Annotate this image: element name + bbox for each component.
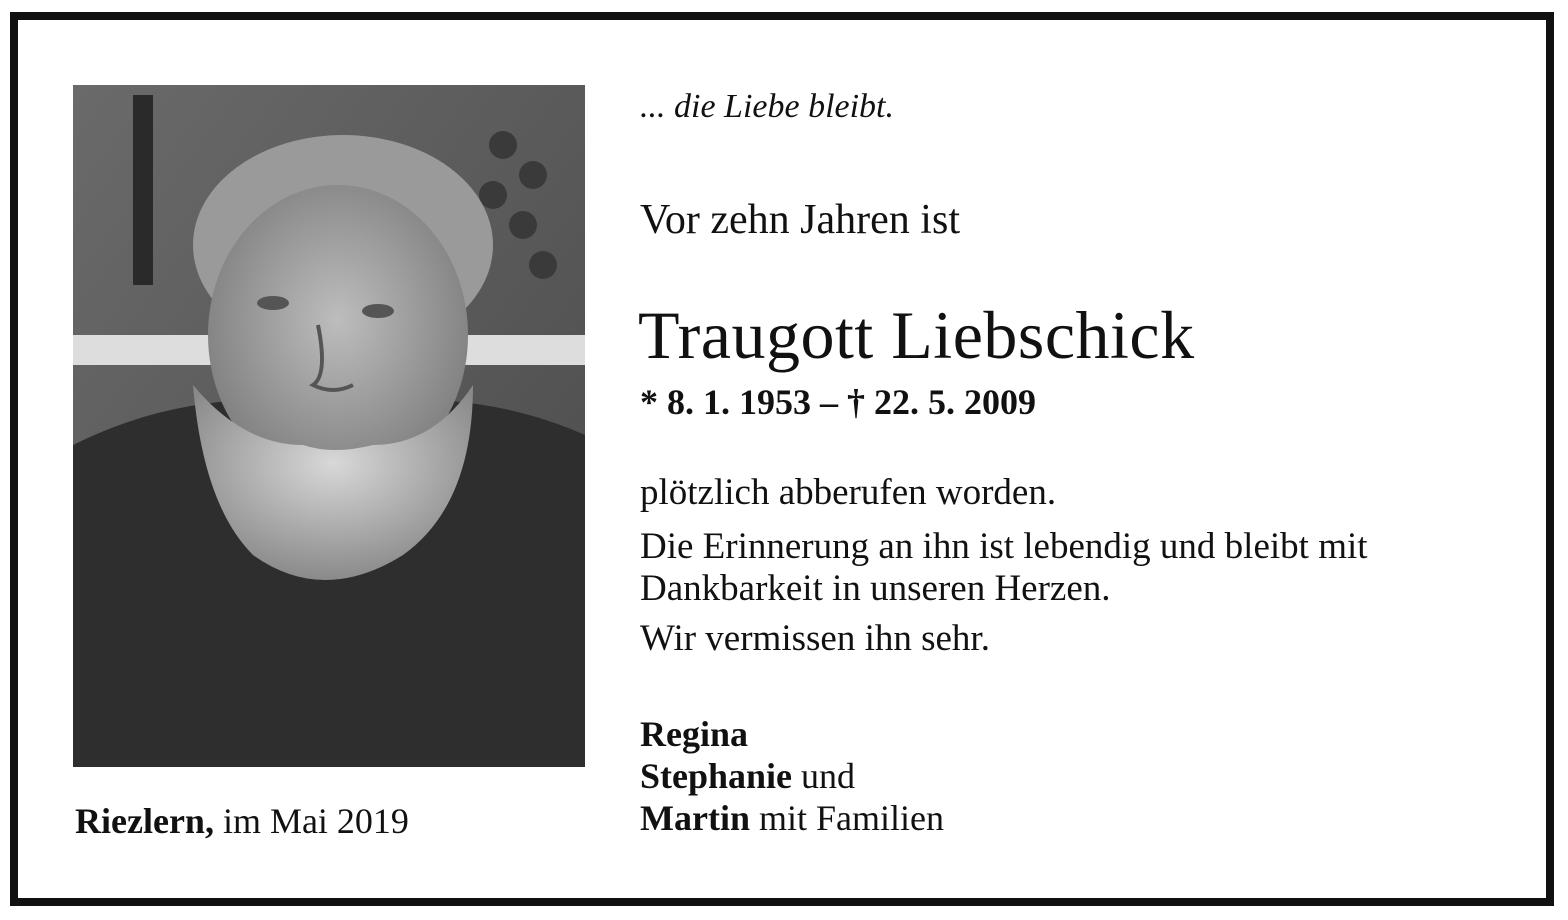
text-line-1: plötzlich abberufen worden. [640, 472, 1057, 513]
intro-line: Vor zehn Jahren ist [640, 197, 960, 243]
place-date-text: im Mai 2019 [222, 801, 409, 841]
signature-block [640, 713, 944, 839]
signature-line-1 [640, 713, 944, 755]
text-line-2: Die Erinnerung an ihn ist lebendig und bleibt mit [640, 526, 1368, 567]
signature-name-regina: Regina [640, 714, 748, 754]
signature-suffix: mit Familien [758, 798, 944, 838]
deceased-name: Traugott Liebschick [638, 297, 1195, 373]
signature-line-2 [640, 755, 944, 797]
place-date [75, 800, 409, 842]
motto: ... die Liebe bleibt. [640, 88, 895, 125]
signature-name-martin: Martin [640, 798, 750, 838]
portrait-photo [73, 85, 585, 767]
place-town: Riezlern, [75, 801, 214, 841]
signature-line-3 [640, 797, 944, 839]
signature-conjunction: und [801, 756, 856, 796]
signature-name-stephanie: Stephanie [640, 756, 793, 796]
text-line-3: Dankbarkeit in unseren Herzen. [640, 568, 1111, 609]
text-line-4: Wir vermissen ihn sehr. [640, 618, 990, 659]
life-dates: * 8. 1. 1953 – † 22. 5. 2009 [640, 382, 1036, 422]
